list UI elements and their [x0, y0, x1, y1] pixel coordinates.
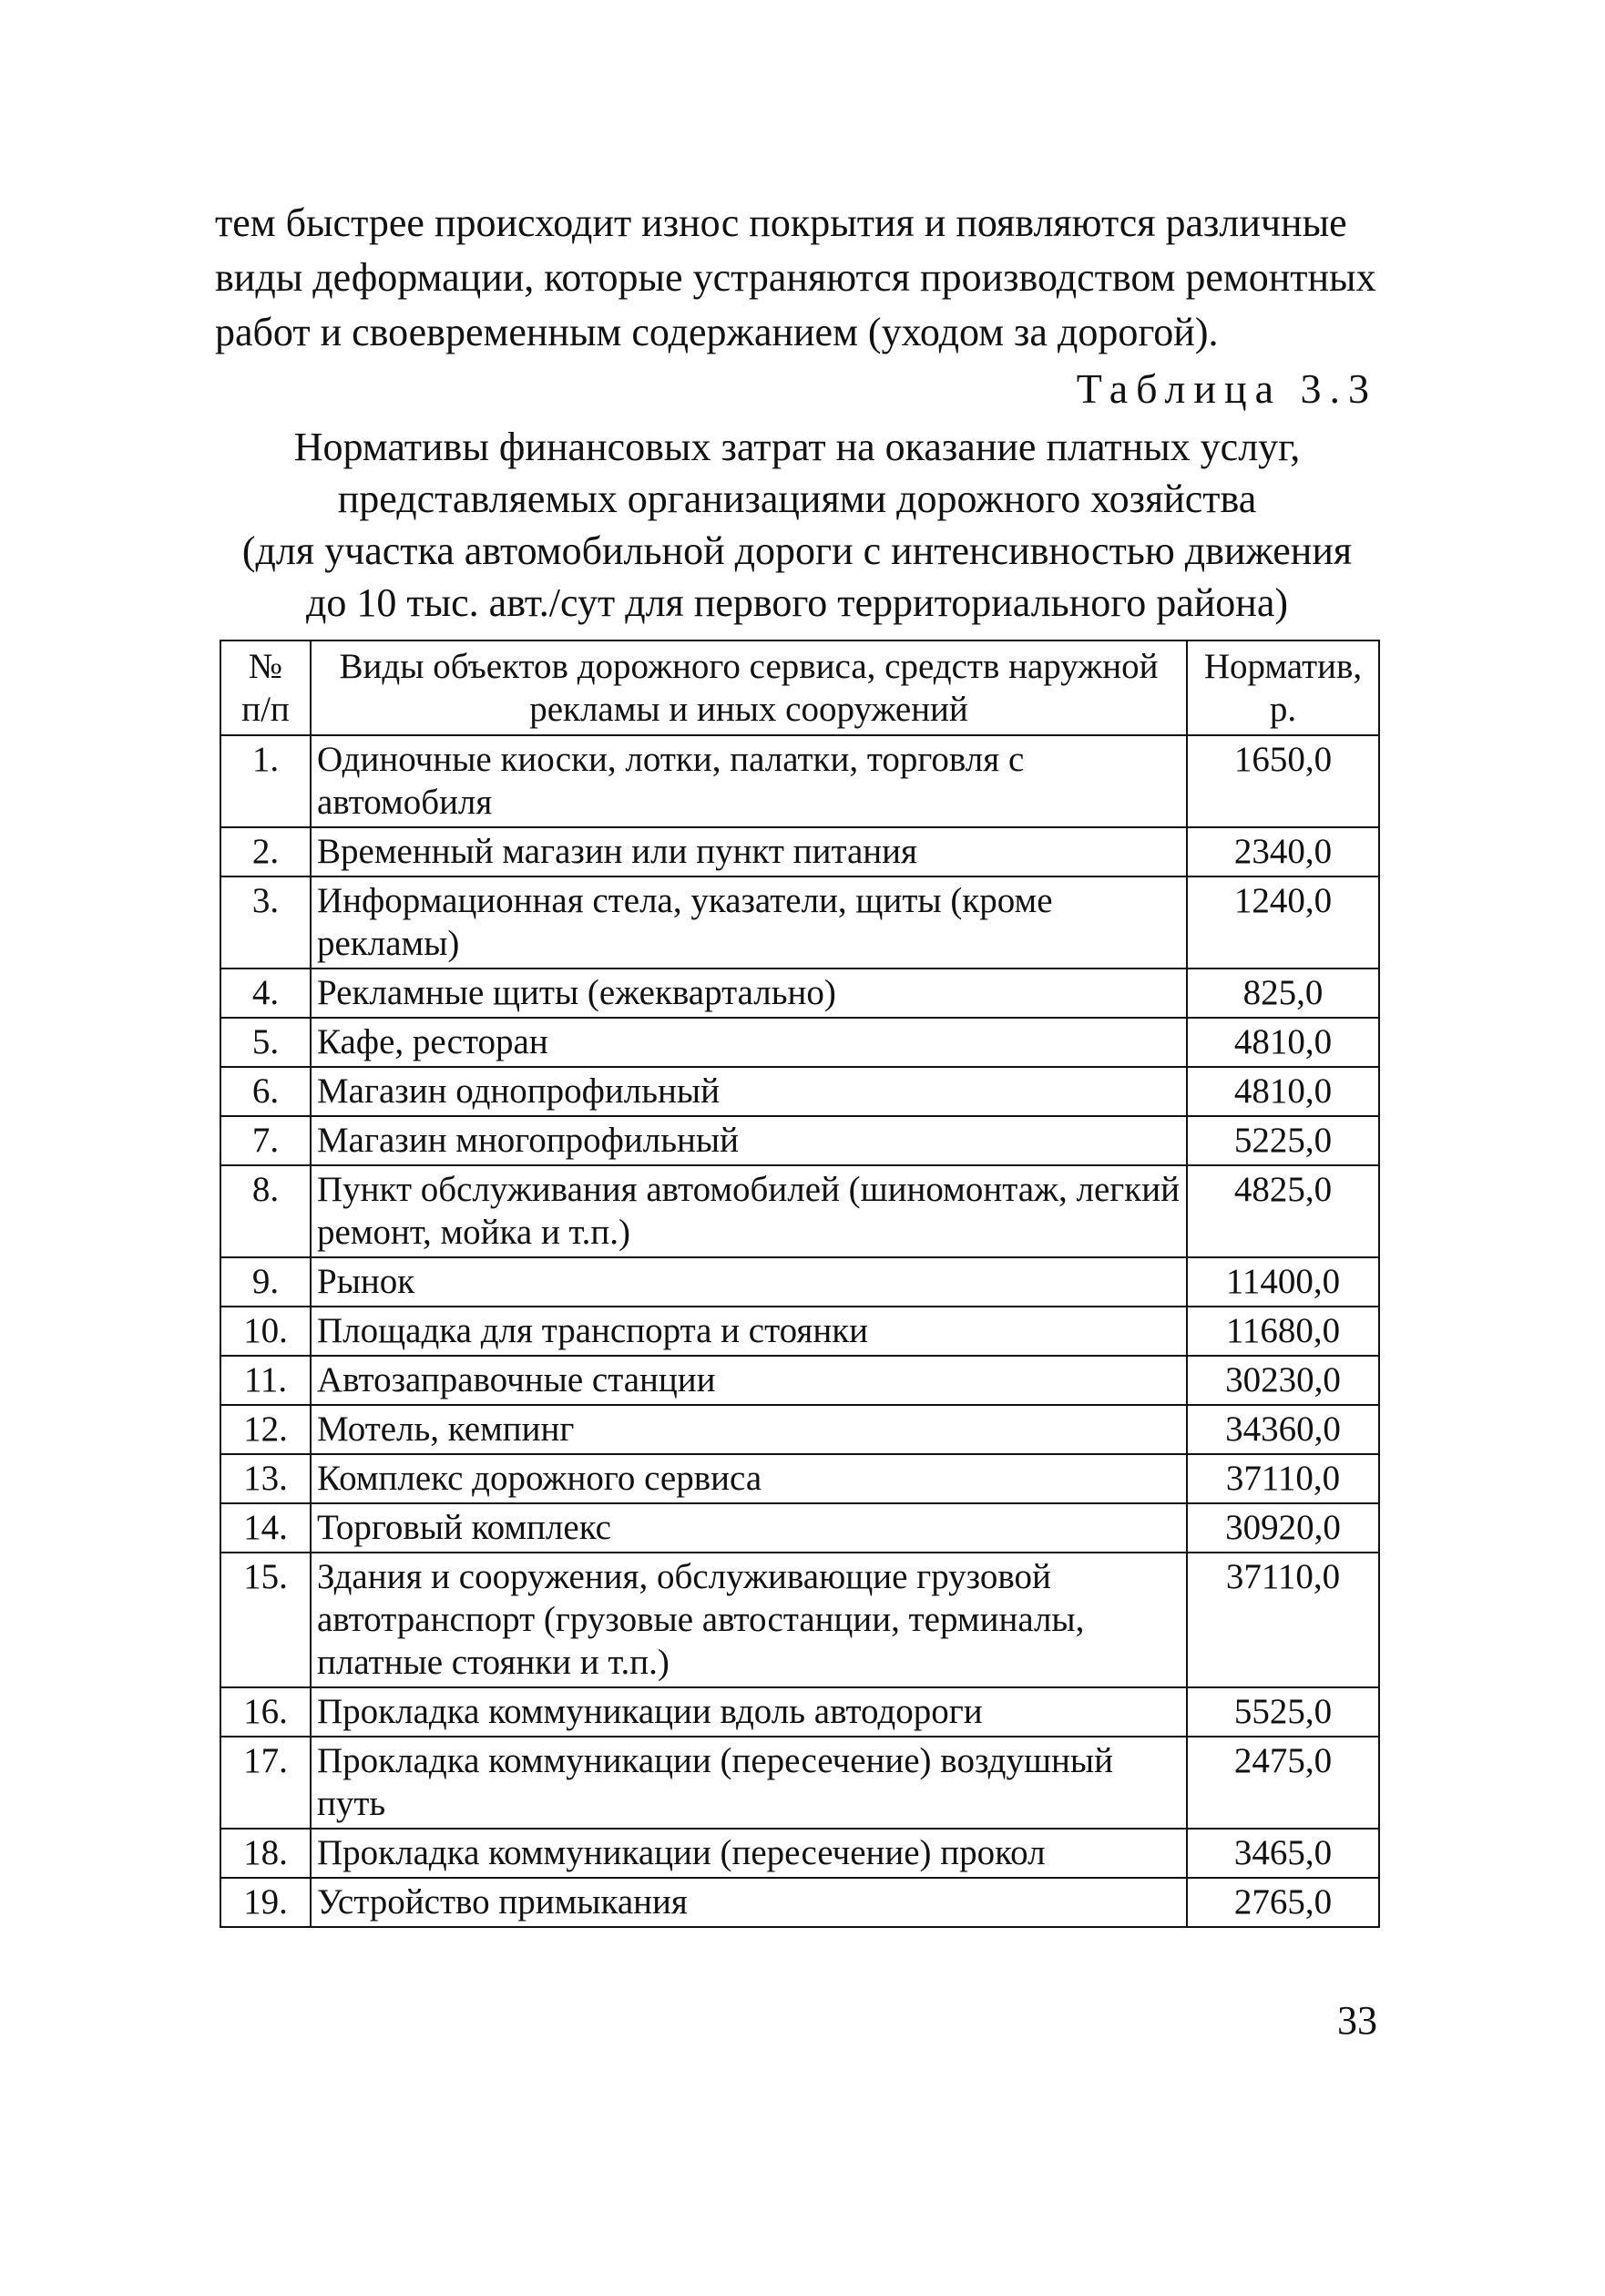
page-number: 33 — [1337, 1998, 1377, 2043]
table-row — [220, 1553, 1379, 1687]
row-object-name: Кафе, ресторан — [311, 1018, 1187, 1067]
row-object-name: Устройство примыкания — [311, 1878, 1187, 1927]
row-object-name: Автозаправочные станции — [311, 1356, 1187, 1405]
row-number: 1. — [220, 735, 311, 827]
row-norm-value: 3465,0 — [1187, 1829, 1379, 1878]
row-norm-value: 37110,0 — [1187, 1553, 1379, 1687]
row-norm-value: 5525,0 — [1187, 1687, 1379, 1737]
row-number: 17. — [220, 1737, 311, 1829]
row-object-name: Рекламные щиты (ежеквартально) — [311, 969, 1187, 1018]
row-norm-value: 37110,0 — [1187, 1454, 1379, 1503]
table-header-row — [220, 641, 1379, 735]
row-norm-value: 11400,0 — [1187, 1257, 1379, 1307]
row-number: 12. — [220, 1405, 311, 1454]
row-number: 13. — [220, 1454, 311, 1503]
table-row — [220, 1165, 1379, 1257]
row-object-name: Магазин однопрофильный — [311, 1067, 1187, 1116]
row-number: 3. — [220, 876, 311, 969]
row-object-name: Мотель, кемпинг — [311, 1405, 1187, 1454]
row-object-name: Пункт обслуживания автомобилей (шиномонтаж, легкий ремонт, мойка и т.п.) — [311, 1165, 1187, 1257]
row-object-name: Здания и сооружения, обслуживающие грузовой автотранспорт (грузовые автостанции, терминалы, платные стоянки и т.п.) — [311, 1553, 1187, 1687]
row-norm-value: 30920,0 — [1187, 1503, 1379, 1553]
caption-line: до 10 тыс. авт./сут для первого территориального района) — [305, 580, 1289, 625]
table-row — [220, 969, 1379, 1018]
row-norm-value: 4810,0 — [1187, 1018, 1379, 1067]
row-number: 8. — [220, 1165, 311, 1257]
row-number: 11. — [220, 1356, 311, 1405]
table-row — [220, 1687, 1379, 1737]
norms-table — [220, 640, 1380, 1928]
table-row — [220, 1307, 1379, 1356]
table-row — [220, 1878, 1379, 1927]
row-object-name: Одиночные киоски, лотки, палатки, торговля с автомобиля — [311, 735, 1187, 827]
table-row — [220, 1116, 1379, 1165]
row-number: 7. — [220, 1116, 311, 1165]
row-number: 16. — [220, 1687, 311, 1737]
table-row — [220, 1829, 1379, 1878]
row-norm-value: 4825,0 — [1187, 1165, 1379, 1257]
table-caption — [182, 421, 1412, 629]
row-norm-value: 1650,0 — [1187, 735, 1379, 827]
header-object-type: Виды объектов дорожного сервиса, средств наружной рекламы и иных сооружений — [311, 641, 1187, 735]
row-norm-value: 4810,0 — [1187, 1067, 1379, 1116]
row-object-name: Временный магазин или пункт питания — [311, 827, 1187, 876]
row-object-name: Рынок — [311, 1257, 1187, 1307]
caption-line: Нормативы финансовых затрат на оказание платных услуг, — [293, 425, 1301, 469]
row-norm-value: 2340,0 — [1187, 827, 1379, 876]
row-object-name: Прокладка коммуникации (пересечение) прокол — [311, 1829, 1187, 1878]
header-number — [220, 641, 311, 735]
intro-paragraph — [215, 196, 1390, 360]
table-row — [220, 1018, 1379, 1067]
table-row — [220, 1067, 1379, 1116]
row-norm-value: 2765,0 — [1187, 1878, 1379, 1927]
header-value-line2: р. — [1269, 690, 1297, 729]
row-number: 10. — [220, 1307, 311, 1356]
row-number: 4. — [220, 969, 311, 1018]
row-number: 14. — [220, 1503, 311, 1553]
row-object-name: Торговый комплекс — [311, 1503, 1187, 1553]
row-object-name: Прокладка коммуникации (пересечение) воздушный путь — [311, 1737, 1187, 1829]
header-number-line2: п/п — [241, 690, 290, 729]
table-row — [220, 876, 1379, 969]
row-object-name: Информационная стела, указатели, щиты (кроме рекламы) — [311, 876, 1187, 969]
row-number: 15. — [220, 1553, 311, 1687]
intro-line: виды деформации, которые устраняются производством ремонтных — [215, 255, 1376, 300]
header-number-line1: № — [248, 647, 283, 686]
table-row — [220, 1405, 1379, 1454]
row-object-name: Магазин многопрофильный — [311, 1116, 1187, 1165]
row-norm-value: 11680,0 — [1187, 1307, 1379, 1356]
row-norm-value: 2475,0 — [1187, 1737, 1379, 1829]
table-row — [220, 1503, 1379, 1553]
caption-line: (для участка автомобильной дороги с интенсивностью движения — [241, 528, 1353, 573]
intro-line: работ и своевременным содержанием (уходом за дорогой). — [215, 310, 1219, 354]
header-norm-value — [1187, 641, 1379, 735]
row-object-name: Комплекс дорожного сервиса — [311, 1454, 1187, 1503]
table-row — [220, 1737, 1379, 1829]
table-row — [220, 1356, 1379, 1405]
table-label: Таблица 3.3 — [1076, 365, 1377, 412]
intro-line: тем быстрее происходит износ покрытия и появляются различные — [215, 200, 1347, 245]
row-norm-value: 1240,0 — [1187, 876, 1379, 969]
table-row — [220, 1454, 1379, 1503]
row-number: 5. — [220, 1018, 311, 1067]
row-number: 19. — [220, 1878, 311, 1927]
row-norm-value: 825,0 — [1187, 969, 1379, 1018]
row-number: 2. — [220, 827, 311, 876]
table-row — [220, 827, 1379, 876]
row-object-name: Площадка для транспорта и стоянки — [311, 1307, 1187, 1356]
row-number: 18. — [220, 1829, 311, 1878]
caption-line: представляемых организациями дорожного хозяйства — [337, 477, 1257, 521]
row-number: 6. — [220, 1067, 311, 1116]
row-norm-value: 34360,0 — [1187, 1405, 1379, 1454]
row-norm-value: 30230,0 — [1187, 1356, 1379, 1405]
table-row — [220, 735, 1379, 827]
row-number: 9. — [220, 1257, 311, 1307]
row-object-name: Прокладка коммуникации вдоль автодороги — [311, 1687, 1187, 1737]
row-norm-value: 5225,0 — [1187, 1116, 1379, 1165]
table-row — [220, 1257, 1379, 1307]
header-value-line1: Норматив, — [1203, 647, 1363, 686]
